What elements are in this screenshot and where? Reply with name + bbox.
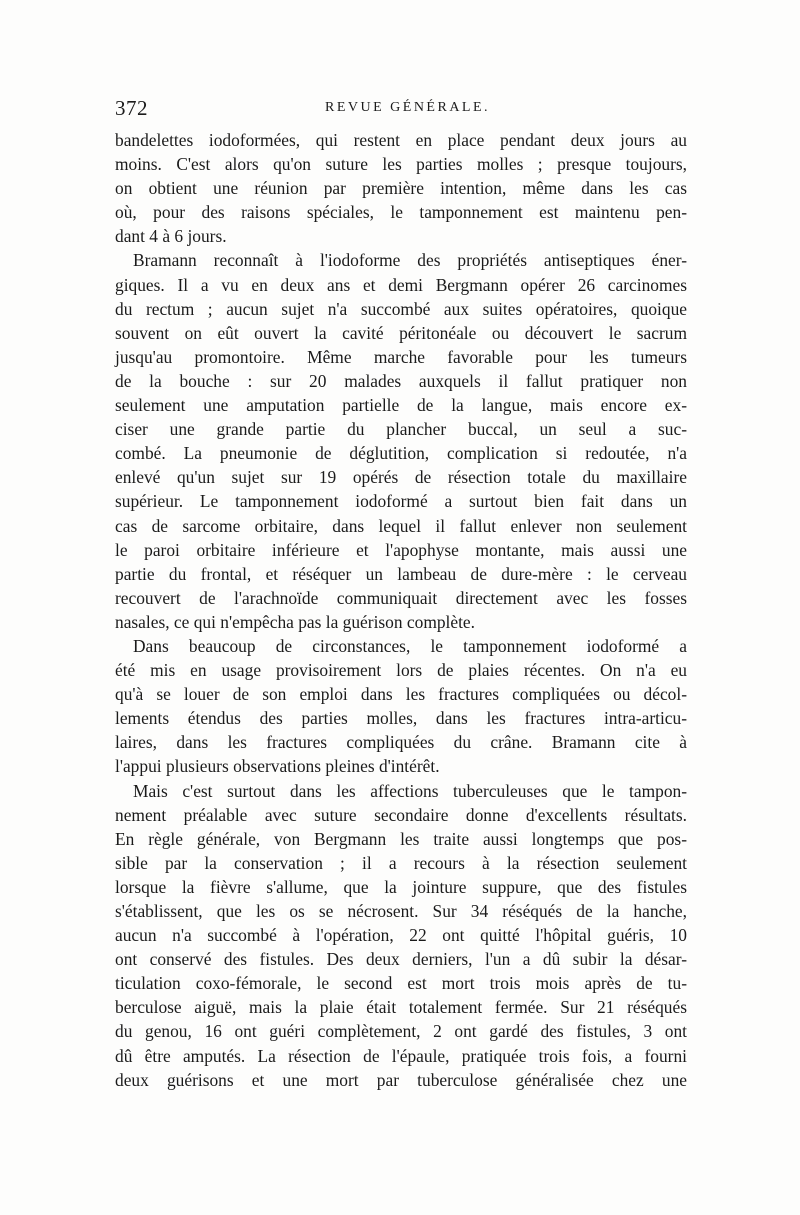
body-text [115,128,687,1092]
text-line: cas de sarcome orbitaire, dans lequel il fallut enlever non seulement [115,515,687,536]
text-line: ticulation coxo-fémorale, le second est mort trois mois après de tu- [115,973,687,994]
text-line: où, pour des raisons spéciales, le tamponnement est maintenu pen- [115,202,687,223]
text-line: souvent on eût ouvert la cavité péritonéale ou découvert le sacrum [115,322,687,343]
text-line: dant 4 à 6 jours. [115,226,227,247]
text-line: seulement une amputation partielle de la langue, mais encore ex- [115,395,687,416]
text-line: moins. C'est alors qu'on suture les parties molles ; presque toujours, [115,154,687,175]
text-line: du genou, 16 ont guéri complètement, 2 ont gardé des fistules, 3 ont [115,1021,687,1042]
text-line: laires, dans les fractures compliquées du crâne. Bramann cite à [115,732,687,753]
text-line: ont conservé des fistules. Des deux derniers, l'un a dû subir la désar- [115,949,687,970]
text-line: lements étendus des parties molles, dans les fractures intra-articu- [115,708,687,729]
text-line: combé. La pneumonie de déglutition, complication si redoutée, n'a [115,443,687,464]
text-line: aucun n'a succombé à l'opération, 22 ont quitté l'hôpital guéris, 10 [115,925,687,946]
text-line: deux guérisons et une mort par tuberculose généralisée chez une [115,1069,687,1090]
text-line: été mis en usage provisoirement lors de plaies récentes. On n'a eu [115,660,687,681]
text-line: de la bouche : sur 20 malades auxquels il fallut pratiquer non [115,370,687,391]
text-line: sible par la conservation ; il a recours à la résection seulement [115,852,687,873]
text-line: supérieur. Le tamponnement iodoformé a surtout bien fait dans un [115,491,687,512]
text-line: le paroi orbitaire inférieure et l'apophyse montante, mais aussi une [115,539,687,560]
text-line: Dans beaucoup de circonstances, le tamponnement iodoformé a [133,635,687,656]
text-line: dû être amputés. La résection de l'épaule, pratiquée trois fois, a fourni [115,1045,687,1066]
text-line: partie du frontal, et réséquer un lambeau de dure-mère : le cerveau [115,563,687,584]
text-line: jusqu'au promontoire. Même marche favorable pour les tumeurs [115,346,687,367]
text-line: lorsque la fièvre s'allume, que la jointure suppure, que des fistules [115,876,687,897]
text-line: berculose aiguë, mais la plaie était totalement fermée. Sur 21 réséqués [115,997,687,1018]
text-line: recouvert de l'arachnoïde communiquait directement avec les fosses [115,587,687,608]
text-line: du rectum ; aucun sujet n'a succombé aux suites opératoires, quoique [115,298,687,319]
text-line: giques. Il a vu en deux ans et demi Bergmann opérer 26 carcinomes [115,274,687,295]
text-line: on obtient une réunion par première intention, même dans les cas [115,178,687,199]
text-line: Mais c'est surtout dans les affections tuberculeuses que le tampon- [133,780,687,801]
running-head: REVUE GÉNÉRALE. [325,100,491,115]
text-line: ciser une grande partie du plancher buccal, un seul a suc- [115,419,687,440]
text-line: Bramann reconnaît à l'iodoforme des propriétés antiseptiques éner- [133,250,687,271]
page-header [115,96,687,126]
text-line: nasales, ce qui n'empêcha pas la guérison complète. [115,611,475,632]
text-line: s'établissent, que les os se nécrosent. Sur 34 réséqués de la hanche, [115,901,687,921]
text-line: bandelettes iodoformées, qui restent en place pendant deux jours au [115,130,687,150]
text-line: En règle générale, von Bergmann les traite aussi longtemps que pos- [115,828,687,849]
page-number: 372 [115,96,148,120]
text-line: l'appui plusieurs observations pleines d'intérêt. [115,756,440,777]
text-line: qu'à se louer de son emploi dans les fractures compliquées ou décol- [115,684,687,705]
text-line: nement préalable avec suture secondaire donne d'excellents résultats. [115,804,687,825]
text-line: enlevé qu'un sujet sur 19 opérés de résection totale du maxillaire [115,467,687,488]
